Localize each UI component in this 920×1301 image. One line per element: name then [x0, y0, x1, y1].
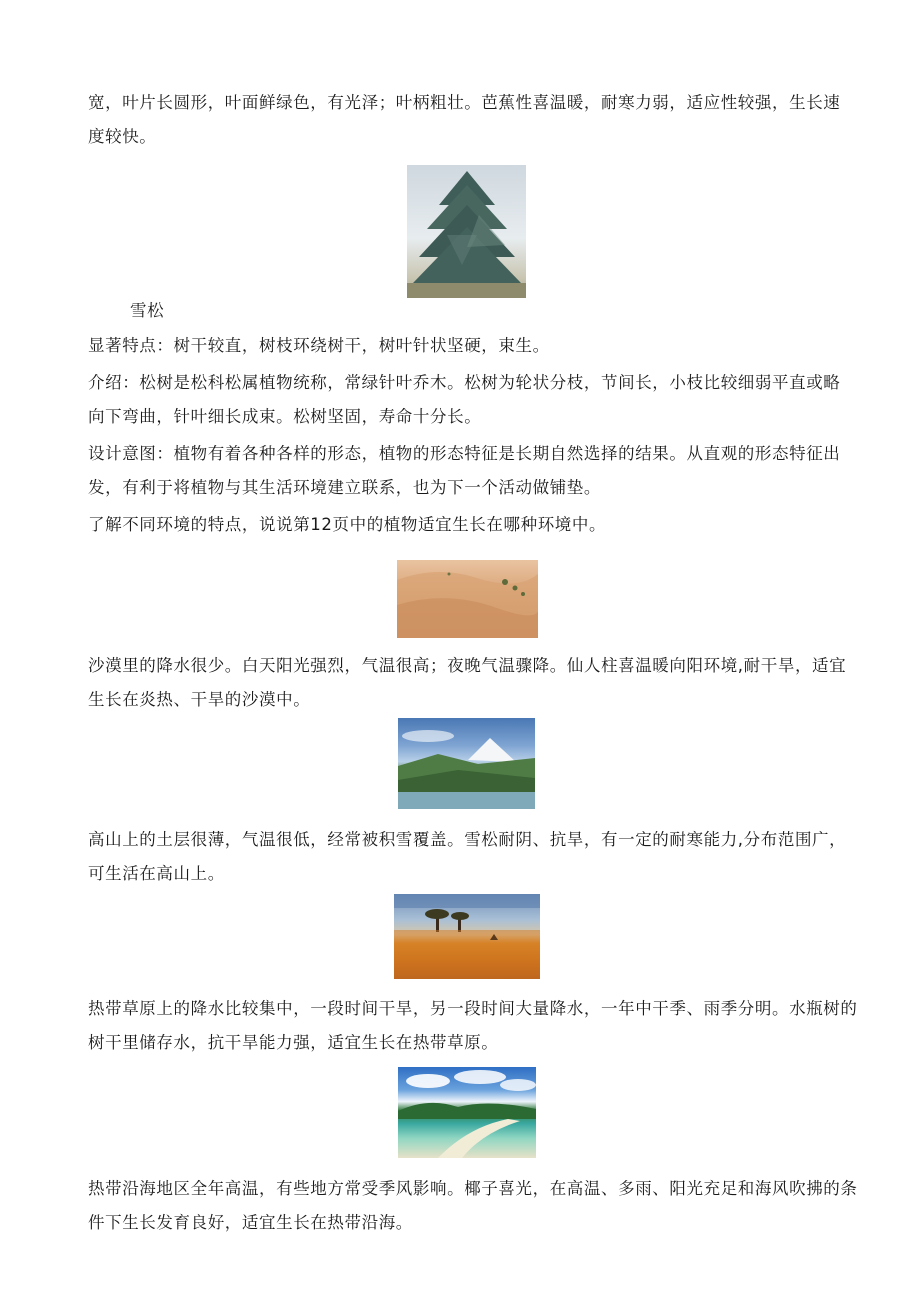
coast-line1: 热带沿海地区全年高温，有些地方常受季风影响。椰子喜光，在高温、多雨、阳光充足和海风吹拂的条 [88, 1179, 858, 1198]
task-line: 了解不同环境的特点，说说第12页中的植物适宜生长在哪种环境中。 [88, 515, 607, 534]
tropical-beach-photo [398, 1067, 536, 1158]
design-line2: 发，有利于将植物与其生活环境建立联系，也为下一个活动做铺垫。 [88, 478, 601, 497]
cedar-caption: 雪松 [130, 301, 165, 320]
intro-line2: 向下弯曲，针叶细长成束。松树坚固，寿命十分长。 [88, 407, 482, 426]
intro-line1: 介绍：松树是松科松属植物统称，常绿针叶乔木。松树为轮状分枝，节间长，小枝比较细弱平直或略 [88, 373, 841, 392]
savanna-line2: 树干里储存水，抗干旱能力强，适宜生长在热带草原。 [88, 1033, 499, 1052]
desert-line2: 生长在炎热、干旱的沙漠中。 [88, 690, 311, 709]
cedar-tree-photo [407, 165, 526, 298]
design-line1: 设计意图：植物有着各种各样的形态，植物的形态特征是长期自然选择的结果。从直观的形态特征出 [88, 444, 841, 463]
mountain-line2: 可生活在高山上。 [88, 864, 225, 883]
desert-photo [397, 560, 538, 638]
cedar-feature: 显著特点：树干较直，树枝环绕树干，树叶针状坚硬，束生。 [88, 336, 550, 355]
paragraph-banana-line1: 宽，叶片长圆形，叶面鲜绿色，有光泽；叶柄粗壮。芭蕉性喜温暖，耐寒力弱，适应性较强，生长速 [88, 93, 841, 112]
savanna-photo [394, 894, 540, 979]
desert-line1: 沙漠里的降水很少。白天阳光强烈，气温很高；夜晚气温骤降。仙人柱喜温暖向阳环境,耐干旱，适宜 [88, 656, 847, 675]
mountain-line1: 高山上的土层很薄，气温很低，经常被积雪覆盖。雪松耐阴、抗旱，有一定的耐寒能力,分布范围广， [88, 830, 847, 849]
savanna-line1: 热带草原上的降水比较集中，一段时间干旱，另一段时间大量降水，一年中干季、雨季分明。水瓶树的 [88, 999, 858, 1018]
paragraph-banana-line2: 度较快。 [88, 127, 157, 146]
snow-mountain-photo [398, 718, 535, 809]
coast-line2: 件下生长发育良好，适宜生长在热带沿海。 [88, 1213, 413, 1232]
